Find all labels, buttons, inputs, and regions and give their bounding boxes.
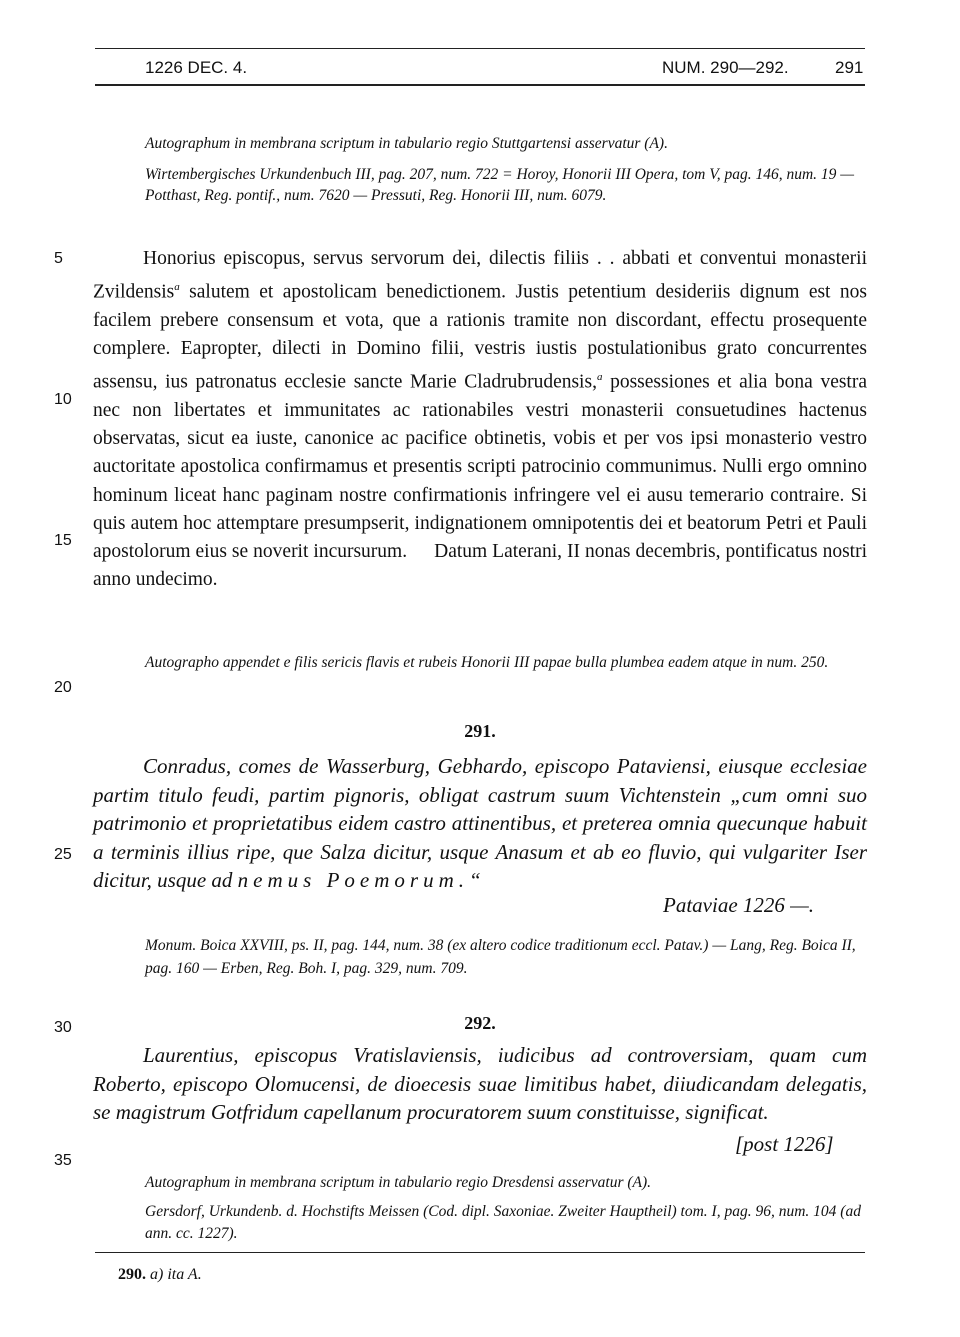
doc292-date: [post 1226] [735, 1132, 834, 1156]
footnote-text: ita A. [167, 1266, 202, 1283]
line-number: 30 [54, 1019, 72, 1036]
doc291-regest-text: Conradus, comes de Wasserburg, Gebhardo, episcopo Pataviensi, eiusque ecclesiae partim titulo feudi, partim pignoris, obligat castrum suum Vichtenstein „cum omni suo patrimonio et proprietatibus eidem castro attinentibus, et preterea omnia quecunque habuit a terminis illius ripe, que Salza dicitur, usque Anasum et ab eo fluvio, qui vulgariter Iser dicitur, usque ad [93, 754, 867, 892]
line-number: 10 [54, 391, 72, 408]
line-number: 5 [54, 250, 63, 267]
footnote-ref: 290. [118, 1266, 146, 1283]
doc290-text-part3: possessiones et alia bona vestra nec non libertates et immunitates ac rationabiles vestri monasterii consuetudines hactenus observatas, sicut ea iuste, canonice ac pacifice obtinetis, vobis et per vos ipsi monasterio vestro auctoritate apostolica confirmamus et presentis scripti patrocinio communimus. Nulli ergo omnino hominum liceat hanc paginam nostre confirmationis infringere vel ei ausu temerario contraire. Si quis autem hoc attemptare presumpserit, indignationem omnipotentis dei et beatorum Petri et Pauli apostolorum eius se noverit incursurum. [93, 371, 868, 563]
doc291-regest-spaced: nemus Poemorum. [237, 868, 469, 892]
doc292-source-editions: Gersdorf, Urkundenb. d. Hochstifts Meissen (Cod. dipl. Saxoniae. Zweiter Hauptheil) tom. I, pag. 96, num. 104 (ad ann. cc. 1227). [145, 1203, 861, 1242]
header-bottom-rule [95, 84, 865, 86]
footnote [118, 1266, 202, 1284]
footnote-mark: a) [150, 1266, 164, 1283]
doc291-regest [93, 752, 867, 895]
line-number: 15 [54, 532, 72, 549]
header-date: 1226 DEC. 4. [145, 58, 248, 77]
doc290-source-archive: Autographum in membrana scriptum in tabulario regio Stuttgartensi asservatur (A). [145, 135, 668, 152]
footnote-mark: a [174, 281, 180, 294]
doc290-seal-note: Autographo appendet e filis sericis flavis et rubeis Honorii III papae bulla plumbea eadem atque in num. 250. [145, 654, 829, 671]
header-top-rule [95, 48, 865, 49]
header-doc-range: NUM. 290—292. [662, 58, 789, 77]
doc291-source: Monum. Boica XXVIII, ps. II, pag. 144, num. 38 (ex altero codice traditionum eccl. Patav.) — Lang, Reg. Boica II, pag. 160 — Erben, Reg. Boh. I, pag. 329, num. 709. [145, 937, 856, 977]
line-number: 25 [54, 846, 72, 863]
doc290-text-part2: salutem et apostolicam benedictionem. Justis petentium desideriis dignum est nos facilem prebere consensum et vota, que a rationis tramite non discordant, effectu prosequente complere. Eapropter, dilecti in Domino filii, vestris iustis postulationibus grato concurrentes assensu, ius patronatus ecclesie sancte Marie Cladrubrudensis, [93, 281, 867, 393]
line-number: 20 [54, 679, 72, 696]
footnote-mark: a [596, 371, 603, 384]
doc290-source-editions: Wirtembergisches Urkundenbuch III, pag. 207, num. 722 = Horoy, Honorii III Opera, tom V, pag. 146, num. 19 — Potthast, Reg. pontif., num. 7620 — Pressuti, Reg. Honorii III, num. 6079. [145, 166, 855, 204]
doc292-regest-text: Laurentius, episcopus Vratislaviensis, iudicibus ad controversiam, quam cum Roberto, episcopo Olomucensi, de dioecesis suae limitibus habet, diiudicandam delegatis, se magistrum Gotfridum capellanum procuratorem suum constituisse, significat. [93, 1043, 867, 1124]
doc291-date: Pataviae 1226 —. [663, 893, 815, 917]
doc291-number: 291. [464, 721, 496, 741]
doc291-regest-quote: “ [468, 868, 481, 892]
doc292-regest [93, 1041, 867, 1127]
footnote-rule [95, 1252, 865, 1253]
doc290-body [93, 245, 867, 594]
doc292-number: 292. [464, 1013, 496, 1033]
doc292-source-archive: Autographum in membrana scriptum in tabulario regio Dresdensi asservatur (A). [145, 1174, 652, 1191]
line-number: 35 [54, 1152, 72, 1169]
page-number: 291 [835, 58, 864, 77]
doc290-datum: Datum Laterani, II nonas decembris, pontificatus nostri anno undecimo. [93, 541, 868, 591]
doc290-text-part1: Honorius episcopus, servus servorum dei, dilectis filiis . . abbati et conventui monasterii Zvildensis [93, 248, 867, 303]
